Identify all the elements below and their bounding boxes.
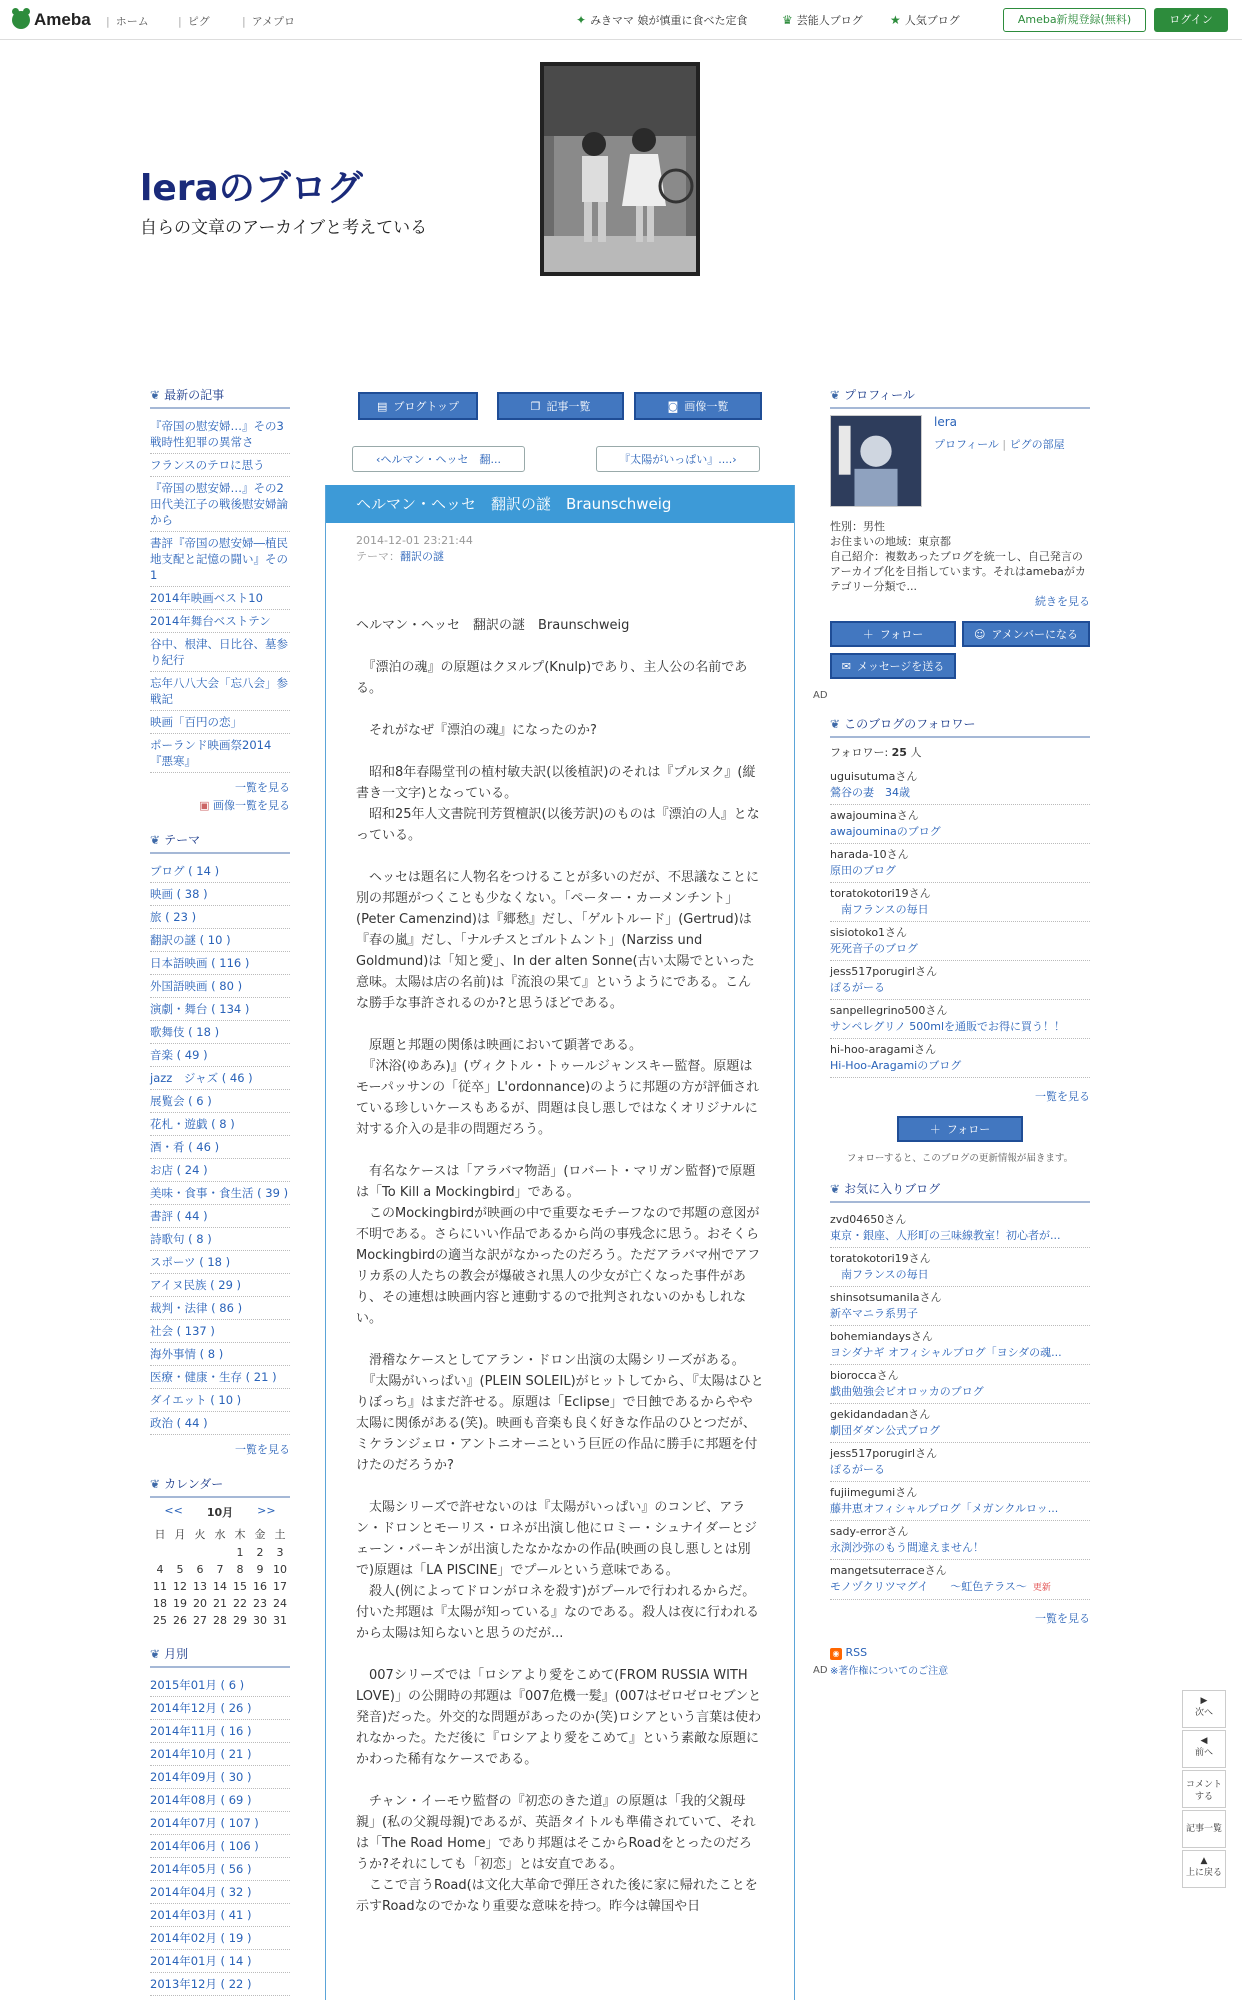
follower-user[interactable]: sanpellegrino500さん bbox=[830, 1004, 948, 1017]
favorite-item bbox=[830, 1326, 1090, 1365]
article-paragraph: チャン・イーモウ監督の『初恋のきた道』の原題は「我的父親母親」(私の父親母親)であるが、英語タイトルも準備されていて、それは「The Road Home」であり邦題はそこからRoadをとったのだろうか?それにしても「初恋」とは安直である。 ここで言うRoad(は文化大革命で弾圧された後に家に帰れたことを示すRoadなのでかなり重要な意味を持つ。昨今は韓国や日 bbox=[356, 1794, 758, 1914]
favorite-blog-link[interactable] bbox=[830, 1540, 1090, 1556]
leaf-icon: ❦ bbox=[150, 387, 161, 402]
article-paragraph: 有名なケースは「アラバマ物語」(ロバート・マリガン監督)で原題は「To Kill a Mockingbird」である。 このMockingbirdが映画の中で重要なモチーフなので邦題の意図が不明である。さらにいい作品であるから尚の事残念に思う。おそくらMockingbirdの適当な訳がなかったのだろう。ただアラバマ州でアフリカ系の人たちの教会が爆破され黒人の少女が亡くなった事件があり、その連想は映画内容と連動するので批判されないのかもしれない。 bbox=[356, 1164, 761, 1326]
calendar-day: 18 bbox=[153, 1597, 167, 1610]
calendar-day bbox=[150, 1546, 170, 1559]
calendar-day: 6 bbox=[196, 1563, 204, 1576]
profile-avatar[interactable] bbox=[830, 415, 922, 507]
favorite-blog-link[interactable] bbox=[830, 1501, 1090, 1517]
top-bar bbox=[0, 0, 1242, 40]
latest-article-link[interactable]: フランスのテロに思う bbox=[150, 454, 290, 477]
leaf-icon: ❦ bbox=[150, 1646, 161, 1661]
follower-item bbox=[830, 766, 1090, 805]
monthly-link[interactable]: 2014年09月 ( 30 ) bbox=[150, 1766, 290, 1789]
favorite-blog-title: 藤井恵オフィシャルブログ「メガンクルロッ... bbox=[830, 1502, 1059, 1515]
favorite-user[interactable]: jess517porugirlさん bbox=[830, 1447, 938, 1460]
favorites-more-link[interactable]: 一覧を見る bbox=[1035, 1612, 1090, 1625]
favorite-item bbox=[830, 1482, 1090, 1521]
right-sidebar bbox=[830, 386, 1090, 1677]
calendar-day bbox=[190, 1546, 210, 1559]
latest-article-link[interactable]: 忘年八八大会「忘八会」参戦記 bbox=[150, 672, 290, 711]
favorite-blog-link[interactable] bbox=[830, 1345, 1090, 1361]
favorite-user[interactable]: toratokotori19さん bbox=[830, 1252, 931, 1265]
theme-link[interactable]: 書評 ( 44 ) bbox=[150, 1205, 290, 1228]
follower-blog-link[interactable]: 南フランスの毎日 bbox=[830, 903, 929, 916]
prev-nav-button[interactable]: ◀ 前へ bbox=[1182, 1730, 1226, 1768]
theme-link[interactable]: 映画 ( 38 ) bbox=[150, 883, 290, 906]
blog-title[interactable]: leraのブログ bbox=[140, 168, 363, 209]
latest-article-link[interactable]: 谷中、根津、日比谷、墓参り紀行 bbox=[150, 633, 290, 672]
favorite-user[interactable]: zvd04650さん bbox=[830, 1213, 907, 1226]
calendar-day: 5 bbox=[176, 1563, 184, 1576]
article-paragraph: ヘルマン・ヘッセ 翻訳の謎 Braunschweig bbox=[356, 618, 630, 633]
follower-item bbox=[830, 1000, 1090, 1039]
theme-link[interactable]: 医療・健康・生存 ( 21 ) bbox=[150, 1366, 290, 1389]
theme-link[interactable]: 歌舞伎 ( 18 ) bbox=[150, 1021, 290, 1044]
calendar-weekday: 土 bbox=[274, 1528, 286, 1541]
calendar-day: 10 bbox=[273, 1563, 287, 1576]
article-meta: 2014-12-01 23:21:44 テーマ：翻訳の謎 bbox=[326, 523, 794, 565]
calendar-day: 2 bbox=[256, 1546, 264, 1559]
star-icon: ★ bbox=[890, 13, 901, 27]
theme-link[interactable]: 演劇・舞台 ( 134 ) bbox=[150, 998, 290, 1021]
login-button[interactable]: ログイン bbox=[1154, 8, 1228, 32]
plus-icon: ＋ bbox=[862, 628, 874, 641]
follower-user[interactable]: toratokotori19さん bbox=[830, 887, 931, 900]
monthly-link[interactable]: 2014年08月 ( 69 ) bbox=[150, 1789, 290, 1812]
theme-link[interactable]: 美味・食事・食生活 ( 39 ) bbox=[150, 1182, 290, 1205]
follower-blog-link[interactable]: ぽるがーる bbox=[830, 981, 885, 994]
theme-link[interactable]: 外国語映画 ( 80 ) bbox=[150, 975, 290, 998]
article-paragraph: 太陽シリーズで許せないのは『太陽がいっぱい』のコンビ、アラン・ドロンとモーリス・ロネが出演し他にロミー・シュナイダーとジェーン・バーキンが出演したなかなかの作品(映画の良し悪しとは別で)原題は「LA PISCINE」でプールという意味である。 殺人(例によってドロンがロネを殺す)がプールで行われるからだ。付いた邦題は『太陽が知っている』なのである。殺人は夜に行われるから太陽は知らないと思うのだが... bbox=[356, 1500, 760, 1641]
article-body bbox=[326, 565, 794, 1917]
favorites-list bbox=[830, 1209, 1090, 1600]
calendar-month: 10月 bbox=[206, 1506, 234, 1519]
theme-link[interactable]: ブログ ( 14 ) bbox=[150, 860, 290, 883]
favorite-item bbox=[830, 1248, 1090, 1287]
ameba-logo-icon bbox=[12, 11, 30, 29]
calendar-day: 23 bbox=[253, 1597, 267, 1610]
follower-user[interactable]: sisiotoko1さん bbox=[830, 926, 908, 939]
chevron-left-icon: ‹ bbox=[376, 452, 381, 466]
leaf-icon: ❦ bbox=[150, 832, 161, 847]
message-button[interactable]: ✉ メッセージを送る bbox=[830, 653, 956, 679]
rss-link[interactable]: ◉ RSS bbox=[830, 1646, 867, 1659]
calendar-day: 19 bbox=[173, 1597, 187, 1610]
favorite-blog-title: 東京・銀座、人形町の三味線教室！初心者が... bbox=[830, 1229, 1061, 1242]
next-article-link[interactable]: 『太陽がいっぱい』.... › bbox=[596, 446, 760, 472]
follower-blog-link[interactable]: 死死音子のブログ bbox=[830, 942, 918, 955]
ad-label: AD bbox=[813, 690, 828, 701]
calendar-weekday: 日 bbox=[154, 1528, 166, 1541]
theme-link[interactable]: お店 ( 24 ) bbox=[150, 1159, 290, 1182]
calendar-day: 9 bbox=[256, 1563, 264, 1576]
theme-link[interactable]: 音楽 ( 49 ) bbox=[150, 1044, 290, 1067]
favorite-item bbox=[830, 1443, 1090, 1482]
article-paragraph: 『漂泊の魂』の原題はクヌルプ(Knulp)であり、主人公の名前である。 bbox=[356, 660, 748, 696]
monthly-link[interactable]: 2014年03月 ( 41 ) bbox=[150, 1904, 290, 1927]
nav-pigg-link[interactable]: | ピグ bbox=[178, 15, 210, 28]
favorite-item bbox=[830, 1521, 1090, 1560]
list-nav-button[interactable]: 記事一覧 bbox=[1182, 1810, 1226, 1848]
theme-link[interactable]: 花札・遊戯 ( 8 ) bbox=[150, 1113, 290, 1136]
camera-icon: ◙ bbox=[667, 399, 679, 413]
follow-note: フォローすると、このブログの更新情報が届きます。 bbox=[846, 1153, 1074, 1164]
follower-item bbox=[830, 883, 1090, 922]
monthly-title: ❦ 月別 bbox=[150, 1645, 290, 1668]
crown-icon: ♛ bbox=[782, 13, 793, 27]
theme-link[interactable]: 社会 ( 137 ) bbox=[150, 1320, 290, 1343]
favorite-blog-title: モノヅクリツマグイ ～虹色テラス～ bbox=[830, 1580, 1027, 1593]
article-list-button[interactable]: ❐ 記事一覧 bbox=[497, 392, 624, 420]
favorite-user[interactable]: bohemiandaysさん bbox=[830, 1330, 933, 1343]
list-icon: ❐ bbox=[530, 399, 541, 413]
latest-articles-title: ❦ 最新の記事 bbox=[150, 386, 290, 409]
theme-link[interactable]: jazz ジャズ ( 46 ) bbox=[150, 1067, 290, 1090]
follower-blog-link[interactable]: 原田のブログ bbox=[830, 864, 896, 877]
calendar-day: 15 bbox=[233, 1580, 247, 1593]
next-icon: ▶ bbox=[1200, 1696, 1208, 1706]
calendar-day: 17 bbox=[273, 1580, 287, 1593]
favorite-blog-link[interactable] bbox=[830, 1306, 1090, 1322]
favorite-blog-title: 永渕沙弥のもう間違えません！ bbox=[830, 1541, 984, 1554]
calendar-day: 22 bbox=[233, 1597, 247, 1610]
profile-block: lera プロフィール | ピグの部屋 bbox=[830, 415, 1090, 507]
monthly-link[interactable]: 2014年10月 ( 21 ) bbox=[150, 1743, 290, 1766]
geinin-blog-link[interactable]: ♛ 芸能人ブログ bbox=[782, 13, 863, 27]
blog-description: 自らの文章のアーカイブと考えている bbox=[140, 218, 428, 238]
calendar-day: 21 bbox=[213, 1597, 227, 1610]
favorite-blog-title: ぽるがーる bbox=[830, 1463, 885, 1476]
follower-user[interactable]: hi-hoo-aragamiさん bbox=[830, 1043, 937, 1056]
monthly-link[interactable]: 2014年06月 ( 106 ) bbox=[150, 1835, 290, 1858]
latest-article-link[interactable]: 書評『帝国の慰安婦―植民地支配と記憶の闘い』その1 bbox=[150, 532, 290, 587]
follower-user[interactable]: jess517porugirlさん bbox=[830, 965, 938, 978]
article-paragraph: ヘッセは題名に人物名をつけることが多いのだが、不思議なことに別の邦題がつくことも少なくない。「ペーター・カーメンチント」(Peter Camenzind)は『郷愁』だし、「ゲルトルード」(Gertrud)は『春の嵐』だし、「ナルチスとゴルトムント」(Narziss und Goldmund)は「知と愛」、In der alten Sonne(古い太陽でといった意味。太陽は店の名前)は『流浪の果て』というようにである。こんな勝手な事許されるのか?と思うほどである。 bbox=[356, 870, 760, 1011]
latest-articles-list bbox=[150, 415, 296, 773]
monthly-link[interactable]: 2014年07月 ( 107 ) bbox=[150, 1812, 290, 1835]
nav-amepro-link[interactable]: | アメプロ bbox=[242, 15, 296, 28]
monthly-link[interactable]: 2014年01月 ( 14 ) bbox=[150, 1950, 290, 1973]
theme-link[interactable]: 日本語映画 ( 116 ) bbox=[150, 952, 290, 975]
follower-blog-link[interactable]: サンペレグリノ 500mlを通販でお得に買う！！ bbox=[830, 1020, 1066, 1033]
follower-blog-link[interactable]: awajouminaのブログ bbox=[830, 825, 941, 838]
left-sidebar bbox=[150, 386, 296, 1996]
latest-article-link[interactable]: 2014年映画ベスト10 bbox=[150, 587, 290, 610]
follower-user[interactable]: uguisutumaさん bbox=[830, 770, 918, 783]
pigg-room-link[interactable]: ピグの部屋 bbox=[1009, 438, 1065, 451]
favorite-item bbox=[830, 1209, 1090, 1248]
nav-home-link[interactable]: | ホーム bbox=[106, 15, 149, 28]
calendar-day: 20 bbox=[193, 1597, 207, 1610]
favorite-item bbox=[830, 1287, 1090, 1326]
favorite-user[interactable]: bioroccaさん bbox=[830, 1369, 899, 1382]
profile-info: 性別：男性 お住まいの地域：東京都 自己紹介：複数あったブログを統一し、自己発言のアーカイブ化を目指しています。それはamebaがカテゴリー分類で... 続きを見る bbox=[830, 520, 1090, 608]
favorite-user[interactable]: mangetsuterraceさん bbox=[830, 1564, 947, 1577]
calendar-day: 14 bbox=[213, 1580, 227, 1593]
theme-list bbox=[150, 860, 290, 1435]
follower-item bbox=[830, 961, 1090, 1000]
calendar-grid bbox=[150, 1526, 290, 1627]
theme-link[interactable]: ダイエット ( 10 ) bbox=[150, 1389, 290, 1412]
monthly-link[interactable]: 2014年05月 ( 56 ) bbox=[150, 1858, 290, 1881]
theme-link[interactable]: 海外事情 ( 8 ) bbox=[150, 1343, 290, 1366]
calendar-day: 7 bbox=[216, 1563, 224, 1576]
amember-icon: ☺ bbox=[973, 627, 986, 641]
latest-article-link[interactable]: 『帝国の慰安婦…』その3 戦時性犯罪の異常さ bbox=[150, 415, 290, 454]
favorite-blog-title: 戯曲勉強会ビオロッカのブログ bbox=[830, 1385, 984, 1398]
monthly-link[interactable]: 2014年12月 ( 26 ) bbox=[150, 1697, 290, 1720]
follower-list bbox=[830, 766, 1090, 1078]
favorite-blog-title: ヨシダナギ オフィシャルブログ「ヨシダの魂... bbox=[830, 1346, 1062, 1359]
leaf-icon: ❦ bbox=[830, 1181, 841, 1196]
theme-link[interactable]: 裁判・法律 ( 86 ) bbox=[150, 1297, 290, 1320]
theme-link[interactable]: アイヌ民族 ( 29 ) bbox=[150, 1274, 290, 1297]
header-photo bbox=[540, 62, 700, 276]
favorite-user[interactable]: sady-errorさん bbox=[830, 1525, 909, 1538]
favorite-blog-link[interactable] bbox=[830, 1423, 1090, 1439]
calendar-day: 27 bbox=[193, 1614, 207, 1627]
article-paragraph: 原題と邦題の関係は映画において顕著である。 『沐浴(ゆあみ)』(ヴィクトル・トゥールジャンスキー監督。原題はモーパッサンの「従卒」L'ordonnance)のように邦題の方が評価されている珍しいケースもあるが、問題は良し悪しではなくオリジナルに対する介入の是非の問題だろう。 bbox=[356, 1038, 760, 1137]
home-icon: ▤ bbox=[376, 399, 388, 413]
calendar-day: 11 bbox=[153, 1580, 167, 1593]
calendar-next-link[interactable]: >> bbox=[257, 1504, 276, 1517]
chevron-right-icon: › bbox=[732, 452, 737, 466]
follower-item bbox=[830, 922, 1090, 961]
favorite-user[interactable]: fujiimegumiさん bbox=[830, 1486, 918, 1499]
next-nav-button[interactable]: ▶ 次へ bbox=[1182, 1690, 1226, 1728]
calendar-day bbox=[210, 1546, 230, 1559]
leaf-icon: ❦ bbox=[830, 716, 841, 731]
comment-nav-button[interactable]: コメントする bbox=[1182, 1770, 1226, 1808]
intro-more-link[interactable]: 続きを見る bbox=[1035, 595, 1090, 608]
follower-blog-link[interactable]: Hi-Hoo-Aragamiのブログ bbox=[830, 1059, 962, 1072]
theme-link[interactable]: 旅 ( 23 ) bbox=[150, 906, 290, 929]
theme-link[interactable]: 酒・肴 ( 46 ) bbox=[150, 1136, 290, 1159]
rss-block bbox=[830, 1646, 1090, 1677]
calendar-day: 4 bbox=[156, 1563, 164, 1576]
image-list-link[interactable]: ▣ 画像一覧を見る bbox=[199, 799, 290, 812]
calendar-weekday: 金 bbox=[254, 1528, 266, 1541]
popular-blog-link[interactable]: ★ 人気ブログ bbox=[890, 13, 960, 27]
sparkle-icon: ✦ bbox=[576, 13, 587, 27]
theme-link[interactable]: 展覧会 ( 6 ) bbox=[150, 1090, 290, 1113]
top-nav-button[interactable]: ▲ 上に戻る bbox=[1182, 1850, 1226, 1888]
monthly-link[interactable]: 2014年04月 ( 32 ) bbox=[150, 1881, 290, 1904]
follow-button-2[interactable]: ＋ フォロー bbox=[897, 1116, 1023, 1142]
promo-link[interactable]: ✦ みきママ 娘が慎重に食べた定食 bbox=[576, 13, 748, 27]
follower-item bbox=[830, 805, 1090, 844]
amember-button[interactable]: ☺ アメンバーになる bbox=[962, 621, 1090, 647]
theme-link[interactable]: 翻訳の謎 ( 10 ) bbox=[150, 929, 290, 952]
article-paragraph: 滑稽なケースとしてアラン・ドロン出演の太陽シリーズがある。 『太陽がいっぱい』(PLEIN SOLEIL)がヒットしてから、『太陽はひとりぼっち』はまだ許せる。原題は「Eclipse」で日蝕であるからやや太陽に関係がある(笑)。映画も音楽も良く好きな作品のひとつだが、ミケランジェロ・アントニオーニという巨匠の作品に勝手に邦題を付けたのだろうか? bbox=[356, 1353, 764, 1473]
monthly-link[interactable]: 2013年12月 ( 22 ) bbox=[150, 1973, 290, 1996]
up-icon: ▲ bbox=[1200, 1856, 1208, 1866]
article-paragraph: それがなぜ『漂泊の魂』になったのか? bbox=[356, 723, 597, 738]
latest-article-link[interactable]: 『帝国の慰安婦…』その2 田代美江子の戦後慰安婦論から bbox=[150, 477, 290, 532]
theme-more-link[interactable]: 一覧を見る bbox=[235, 1443, 290, 1456]
prev-article-link[interactable]: ‹ ヘルマン・ヘッセ 翻... bbox=[352, 446, 525, 472]
followers-title: ❦ このブログのフォロワー bbox=[830, 715, 1090, 738]
article-paragraph: 昭和8年春陽堂刊の植村敏夫訳(以後植訳)のそれは『プルヌク』(縦書き一文字)となっている。 昭和25年人文書院刊芳賀檀訳(以後芳訳)のものは『漂泊の人』となっている。 bbox=[356, 765, 760, 843]
calendar-weekday: 月 bbox=[174, 1528, 186, 1541]
profile-name[interactable]: lera bbox=[934, 415, 958, 429]
leaf-icon: ❦ bbox=[150, 1476, 161, 1491]
calendar-day: 25 bbox=[153, 1614, 167, 1627]
favorite-blog-title: 南フランスの毎日 bbox=[830, 1268, 929, 1281]
follower-item bbox=[830, 844, 1090, 883]
favorite-blog-link[interactable] bbox=[830, 1579, 1090, 1596]
image-icon: ▣ bbox=[199, 799, 210, 812]
calendar-day: 8 bbox=[236, 1563, 244, 1576]
monthly-link[interactable]: 2014年11月 ( 16 ) bbox=[150, 1720, 290, 1743]
register-button[interactable]: Ameba新規登録(無料) bbox=[1003, 8, 1146, 32]
calendar-weekday: 火 bbox=[194, 1528, 206, 1541]
theme-link[interactable]: スポーツ ( 18 ) bbox=[150, 1251, 290, 1274]
favorite-user[interactable]: shinsotsumanilaさん bbox=[830, 1291, 942, 1304]
calendar-day: 29 bbox=[233, 1614, 247, 1627]
favorite-blog-link[interactable] bbox=[830, 1267, 1090, 1283]
favorite-item bbox=[830, 1404, 1090, 1443]
blog-top-button[interactable]: ▤ ブログトップ bbox=[358, 392, 478, 420]
follow-button[interactable]: ＋ フォロー bbox=[830, 621, 956, 647]
calendar-header bbox=[150, 1504, 290, 1520]
calendar-day: 12 bbox=[173, 1580, 187, 1593]
follower-user[interactable]: harada-10さん bbox=[830, 848, 909, 861]
calendar-day: 3 bbox=[276, 1546, 284, 1559]
calendar-prev-link[interactable]: << bbox=[164, 1504, 183, 1517]
profile-link[interactable]: プロフィール bbox=[934, 438, 999, 451]
latest-article-link[interactable]: 2014年舞台ベストテン bbox=[150, 610, 290, 633]
calendar-weekday: 水 bbox=[214, 1528, 226, 1541]
theme-link[interactable]: 政治 ( 44 ) bbox=[150, 1412, 290, 1435]
new-badge: 更新 bbox=[1032, 1583, 1051, 1593]
article-theme-link[interactable]: 翻訳の謎 bbox=[400, 550, 444, 563]
follower-item bbox=[830, 1039, 1090, 1078]
calendar-day: 26 bbox=[173, 1614, 187, 1627]
latest-article-link[interactable]: 映画「百円の恋」 bbox=[150, 711, 290, 734]
copyright-link[interactable]: ※著作権についてのご注意 bbox=[830, 1666, 949, 1677]
calendar-day: 16 bbox=[253, 1580, 267, 1593]
profile-title: ❦ プロフィール bbox=[830, 386, 1090, 409]
ameba-logo[interactable]: Ameba bbox=[12, 10, 91, 30]
favorite-blog-link[interactable] bbox=[830, 1228, 1090, 1244]
favorite-item bbox=[830, 1365, 1090, 1404]
plus-icon: ＋ bbox=[929, 1123, 941, 1136]
favorites-title: ❦ お気に入りブログ bbox=[830, 1180, 1090, 1203]
calendar-day: 13 bbox=[193, 1580, 207, 1593]
calendar-day: 24 bbox=[273, 1597, 287, 1610]
calendar-day: 30 bbox=[253, 1614, 267, 1627]
favorite-blog-link[interactable] bbox=[830, 1384, 1090, 1400]
calendar-title: ❦ カレンダー bbox=[150, 1475, 290, 1498]
calendar-weekday: 木 bbox=[234, 1528, 246, 1541]
article bbox=[325, 485, 795, 2000]
latest-article-link[interactable]: ポーランド映画祭2014『悪寒』 bbox=[150, 734, 290, 773]
latest-more-link[interactable]: 一覧を見る bbox=[235, 781, 290, 794]
theme-title: ❦ テーマ bbox=[150, 831, 290, 854]
calendar-day: 1 bbox=[236, 1546, 244, 1559]
mail-icon: ✉ bbox=[841, 659, 851, 673]
calendar-day bbox=[170, 1546, 190, 1559]
floating-nav bbox=[1182, 1690, 1226, 1890]
ad-label-2: AD bbox=[813, 1665, 828, 1676]
monthly-link[interactable]: 2015年01月 ( 6 ) bbox=[150, 1674, 290, 1697]
calendar-day: 28 bbox=[213, 1614, 227, 1627]
article-title[interactable]: ヘルマン・ヘッセ 翻訳の謎 Braunschweig bbox=[326, 485, 794, 523]
monthly-link[interactable]: 2014年02月 ( 19 ) bbox=[150, 1927, 290, 1950]
followers-more-link[interactable]: 一覧を見る bbox=[1035, 1090, 1090, 1103]
favorite-blog-title: 新卒マニラ系男子 bbox=[830, 1307, 918, 1320]
follower-user[interactable]: awajouminaさん bbox=[830, 809, 919, 822]
favorite-blog-title: 劇団ダダン公式ブログ bbox=[830, 1424, 941, 1437]
favorite-item bbox=[830, 1560, 1090, 1600]
article-paragraph: 007シリーズでは「ロシアより愛をこめて(FROM RUSSIA WITH LOVE)」の公開時の邦題は『007危機一髪』(007はゼロゼロセブンと発音)だった。外交的な問題があったのか(笑)ロシアという言葉は使われなかった。ただ後に『ロシアより愛をこめて』という素敵な原題にかわった稀有なケースである。 bbox=[356, 1668, 762, 1767]
calendar-day: 31 bbox=[273, 1614, 287, 1627]
follower-count: フォロワー: 25 人 bbox=[830, 746, 922, 759]
favorite-blog-link[interactable] bbox=[830, 1462, 1090, 1478]
article-date: 2014-12-01 23:21:44 bbox=[356, 534, 473, 547]
rss-icon: ◉ bbox=[830, 1648, 842, 1660]
follower-blog-link[interactable]: 鶯谷の妻 34歳 bbox=[830, 786, 910, 799]
prev-icon: ◀ bbox=[1200, 1736, 1208, 1746]
favorite-user[interactable]: gekidandadanさん bbox=[830, 1408, 931, 1421]
image-list-button[interactable]: ◙ 画像一覧 bbox=[634, 392, 762, 420]
monthly-list bbox=[150, 1674, 290, 1996]
leaf-icon: ❦ bbox=[830, 387, 841, 402]
theme-link[interactable]: 詩歌句 ( 8 ) bbox=[150, 1228, 290, 1251]
